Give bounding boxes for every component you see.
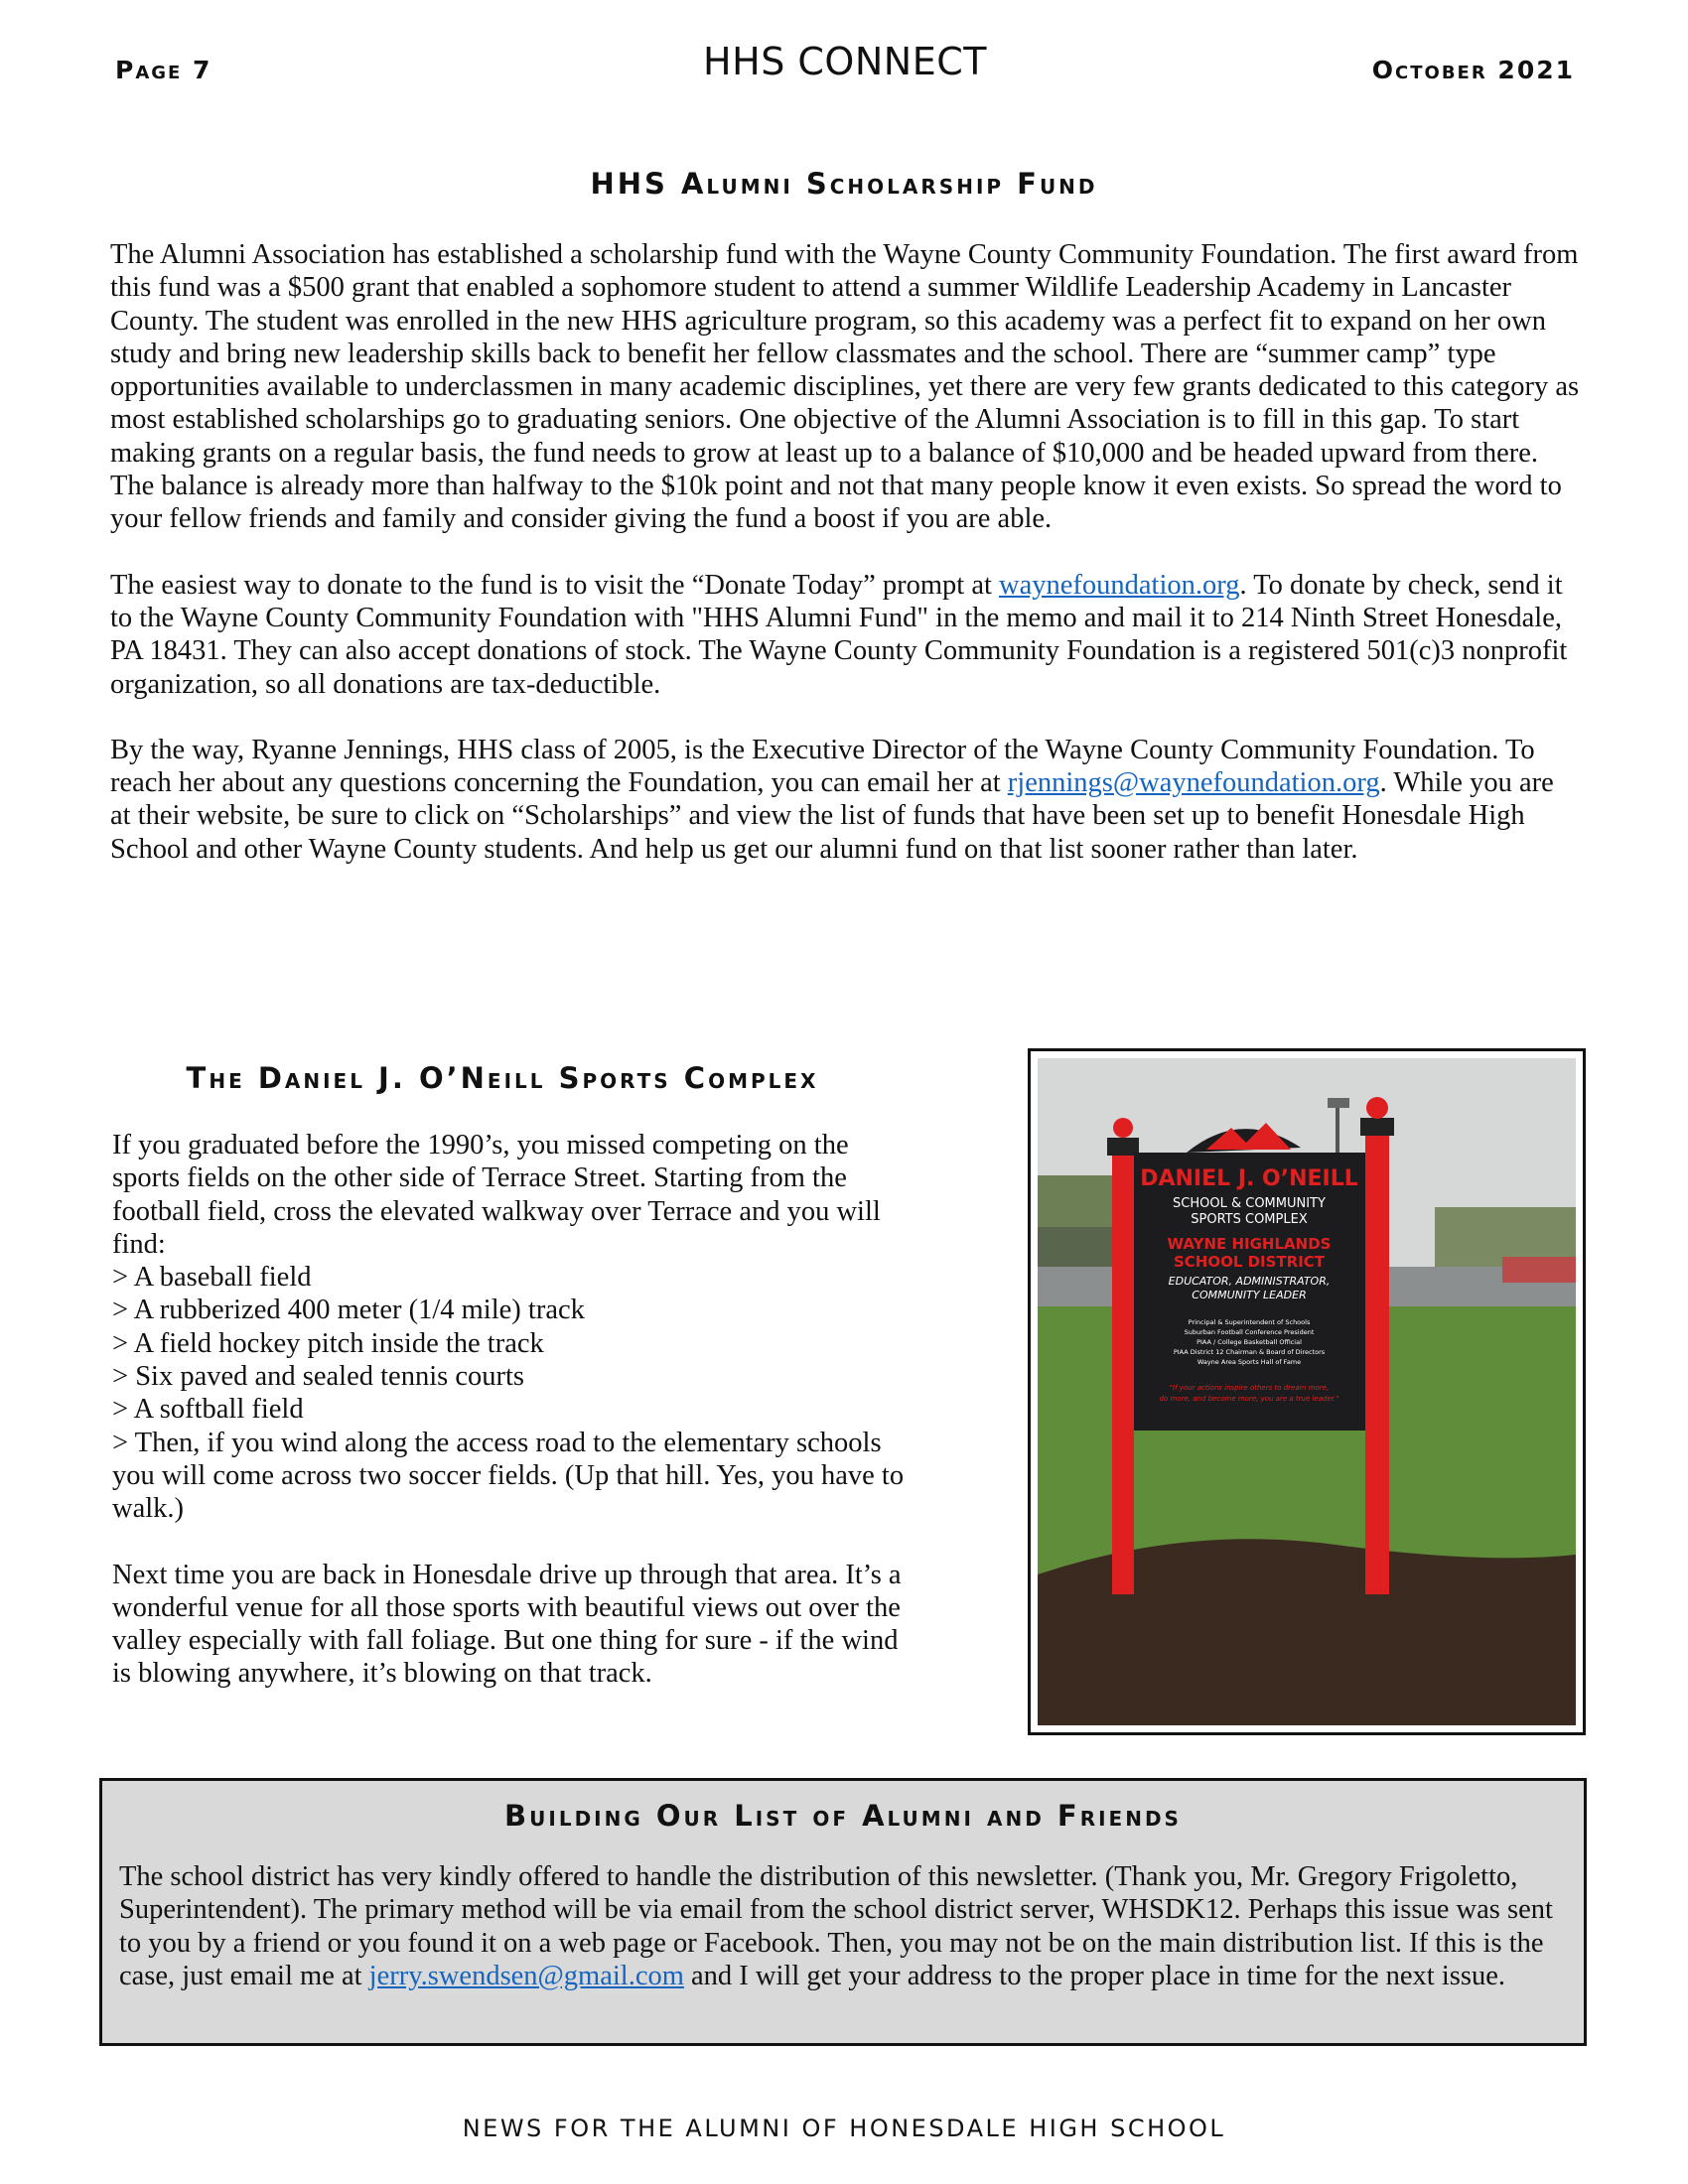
sign-line1: SCHOOL & COMMUNITY bbox=[1173, 1196, 1326, 1211]
sports-complex-title: The Daniel J. O’Neill Sports Complex bbox=[186, 1061, 819, 1095]
list-item: > A rubberized 400 meter (1/4 mile) track bbox=[112, 1295, 585, 1326]
sign-name: DANIEL J. O’NEILL bbox=[1140, 1166, 1358, 1191]
sign-role1: EDUCATOR, ADMINISTRATOR, bbox=[1168, 1275, 1331, 1288]
sports-complex-sign-photo bbox=[1028, 1048, 1586, 1735]
list-item: > Then, if you wind along the access road to the elementary schools you will come across two soccer fields. (Up that hill. Yes, you have to walk.) bbox=[112, 1427, 905, 1525]
sign-honor1: Principal & Superintendent of Schools bbox=[1188, 1318, 1311, 1326]
page-header bbox=[115, 40, 1575, 89]
sports-intro: If you graduated before the 1990’s, you missed competing on the sports fields on the other side of Terrace Street. Starting from the football field, cross the elevated walkway over Terrace and you will find: bbox=[112, 1130, 881, 1260]
scholarship-article bbox=[110, 238, 1580, 898]
box-text-after: and I will get your address to the proper place in time for the next issue. bbox=[683, 1960, 1505, 1991]
list-item: > A baseball field bbox=[112, 1262, 312, 1294]
alumni-list-title: Building Our List of Alumni and Friends bbox=[504, 1799, 1182, 1833]
foundation-website-link[interactable]: waynefoundation.org bbox=[999, 569, 1240, 601]
red-shed bbox=[1502, 1257, 1576, 1283]
scholarship-title: HHS Alumni Scholarship Fund bbox=[590, 167, 1098, 201]
sign-honor2: Suburban Football Conference President bbox=[1184, 1328, 1315, 1336]
left-post bbox=[1112, 1148, 1134, 1594]
issue-date: October 2021 bbox=[1371, 56, 1575, 84]
page-number: Page 7 bbox=[115, 56, 212, 84]
list-item: > A field hockey pitch inside the track bbox=[112, 1327, 544, 1359]
light-fixture bbox=[1328, 1098, 1349, 1108]
p3-text-after: . While you are at their website, be sure to click on “Scholarships” and view the list of funds that have been set up to benefit Honesdale High School and other Wayne County students. And help us get our alumni fund on that list sooner rather than later. bbox=[110, 767, 1554, 865]
newsletter-title: HHS CONNECT bbox=[703, 40, 987, 83]
editor-email-link[interactable]: jerry.swendsen@gmail.com bbox=[368, 1960, 684, 1991]
sign-quote2: do more, and become more, you are a true leader." bbox=[1159, 1395, 1339, 1403]
box-text-before: The school district has very kindly offered to handle the distribution of this newsletter. (Thank you, Mr. Gregory Frigoletto, Superintendent). The primary method will be via email from the school district server, WHSDK12. Perhaps this issue was sent to you by a friend or you found it on a web page or Facebook. Then, you may not be on the main distribution list. If this is the case, just email me at bbox=[119, 1861, 1553, 1991]
scholarship-paragraph-1: The Alumni Association has established a scholarship fund with the Wayne County Community Foundation. The first award from this fund was a $500 grant that enabled a sophomore student to attend a summer Wildlife Leadership Academy in Lancaster County. The student was enrolled in the new HHS agriculture program, so this academy was a perfect fit to expand on her own study and bring new leadership skills back to benefit her fellow classmates and the school. There are “summer camp” type opportunities available to underclassmen in many academic disciplines, yet there are very few grants dedicated to this category as most established scholarships go to graduating seniors. One objective of the Alumni Association is to fill in this gap. To start making grants on a regular basis, the fund needs to grow at least up to a balance of $10,000 and be headed upward from there. The balance is already more than halfway to the $10k point and not that many people know it even exists. So spread the word to your fellow friends and family and consider giving the fund a boost if you are able. bbox=[110, 239, 1580, 535]
scholarship-paragraph-3 bbox=[110, 734, 1580, 866]
sign-honor5: Wayne Area Sports Hall of Fame bbox=[1196, 1358, 1302, 1366]
left-post-ball bbox=[1113, 1118, 1133, 1138]
p2-text-after: . To donate by check, send it to the Wayne County Community Foundation with "HHS Alumni Fund" in the memo and mail it to 214 Ninth Street Honesdale, PA 18431. They can also accept donations of stock. The Wayne County Community Foundation is a registered 501(c)3 nonprofit organization, so all donations are tax-deductible. bbox=[110, 569, 1568, 700]
sports-facility-list bbox=[112, 1129, 907, 1526]
sign-honor4: PIAA District 12 Chairman & Board of Directors bbox=[1173, 1348, 1326, 1356]
alumni-list-paragraph bbox=[119, 1860, 1569, 1992]
page-footer: NEWS FOR THE ALUMNI OF HONESDALE HIGH SCHOOL bbox=[462, 2115, 1226, 2142]
right-post-ball bbox=[1366, 1097, 1388, 1119]
list-item: > Six paved and sealed tennis courts bbox=[112, 1361, 524, 1393]
alumni-list-box bbox=[99, 1778, 1587, 2046]
sign-role2: COMMUNITY LEADER bbox=[1192, 1289, 1307, 1301]
right-post bbox=[1365, 1128, 1389, 1594]
p2-text-before: The easiest way to donate to the fund is to visit the “Donate Today” prompt at bbox=[110, 569, 1000, 601]
sign-district2: SCHOOL DISTRICT bbox=[1173, 1253, 1326, 1271]
right-post-cap bbox=[1360, 1118, 1394, 1136]
p3-text-before: By the way, Ryanne Jennings, HHS class of 2005, is the Executive Director of the Wayne County Community Foundation. To reach her about any questions concerning the Foundation, you can email her at bbox=[110, 734, 1535, 799]
sports-complex-article bbox=[112, 1129, 907, 1691]
scholarship-paragraph-2 bbox=[110, 569, 1580, 701]
sign-line2: SPORTS COMPLEX bbox=[1191, 1212, 1308, 1227]
sports-closing-paragraph: Next time you are back in Honesdale drive up through that area. It’s a wonderful venue for all those sports with beautiful views out over the valley especially with fall foliage. But one thing for sure - if the wind is blowing anywhere, it’s blowing on that track. bbox=[112, 1559, 902, 1690]
foundation-email-link[interactable]: rjennings@waynefoundation.org bbox=[1007, 767, 1380, 799]
sign-district1: WAYNE HIGHLANDS bbox=[1167, 1235, 1332, 1253]
list-item: > A softball field bbox=[112, 1394, 304, 1426]
sign-illustration bbox=[1038, 1058, 1576, 1725]
sign-quote1: "If your actions inspire others to dream more, bbox=[1169, 1384, 1330, 1392]
sign-honor3: PIAA / College Basketball Official bbox=[1196, 1338, 1302, 1346]
